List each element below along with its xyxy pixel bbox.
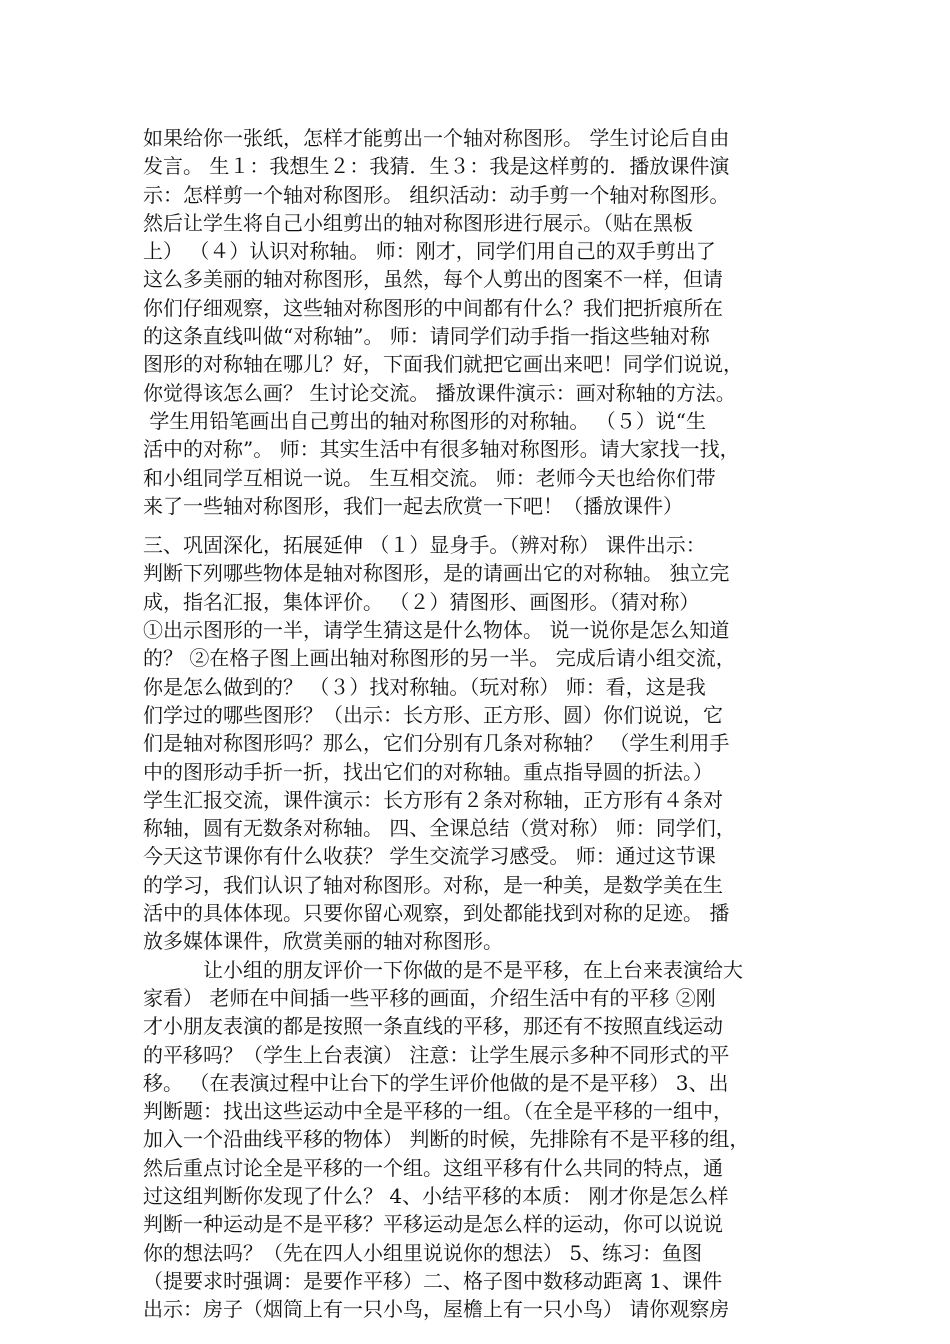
- text-line: 们学过的哪些图形？（出示：长方形、正方形、圆）你们说说，它: [143, 702, 723, 727]
- text-line: 你们仔细观察，这些轴对称图形的中间都有什么？我们把折痕所在: [143, 295, 723, 320]
- text-line: 的学习，我们认识了轴对称图形。对称，是一种美，是数学美在生: [143, 872, 723, 897]
- text-line: 移。 （在表演过程中让台下的学生评价他做的是不是平移） 3、出: [143, 1070, 729, 1095]
- text-line: 才小朋友表演的都是按照一条直线的平移，那还有不按照直线运动: [143, 1014, 723, 1039]
- text-line: 这么多美丽的轴对称图形，虽然，每个人剪出的图案不一样，但请: [143, 267, 723, 292]
- text-line: 如果给你一张纸，怎样才能剪出一个轴对称图形。 学生讨论后自由: [143, 126, 730, 150]
- text-line: 学生用铅笔画出自己剪出的轴对称图形的对称轴。 （５）说“生: [143, 408, 706, 433]
- text-line: 你是怎么做到的？ （３）找对称轴。（玩对称） 师：看，这是我: [143, 674, 706, 699]
- text-line: 的这条直线叫做“对称轴”。 师：请同学们动手指一指这些轴对称: [143, 324, 710, 349]
- paragraph-gap: [143, 520, 813, 531]
- text-line: 学生汇报交流，课件演示：长方形有２条对称轴，正方形有４条对: [143, 787, 723, 812]
- text-line: 你觉得该怎么画？ 生讨论交流。 播放课件演示：画对称轴的方法。: [143, 380, 736, 405]
- text-line: 们是轴对称图形吗？那么，它们分别有几条对称轴？ （学生利用手: [143, 731, 730, 756]
- text-line: 成，指名汇报，集体评价。 （２）猜图形、画图形。（猜对称）: [143, 589, 700, 614]
- text-line: 判断下列哪些物体是轴对称图形，是的请画出它的对称轴。 独立完: [143, 561, 730, 586]
- paragraph-2: [143, 531, 813, 955]
- text-line: 加入一个沿曲线平移的物体） 判断的时候，先排除有不是平移的组，: [143, 1127, 750, 1152]
- text-line: 出示：房子（烟筒上有一只小鸟，屋檐上有一只小鸟） 请你观察房: [143, 1297, 730, 1322]
- text-line: 然后让学生将自己小组剪出的轴对称图形进行展示。（贴在黑板: [143, 210, 693, 235]
- text-line: 来了一些轴对称图形，我们一起去欣赏一下吧！（播放课件）: [143, 493, 683, 518]
- text-line: （提要求时强调：是要作平移）二、格子图中数移动距离 1、课件: [143, 1268, 723, 1293]
- text-line: 称轴，圆有无数条对称轴。 四、全课总结（赏对称） 师：同学们，: [143, 816, 736, 841]
- text-line: 你的想法吗？（先在四人小组里说说你的想法） 5、练习：鱼图: [143, 1240, 703, 1265]
- text-line: 放多媒体课件，欣赏美丽的轴对称图形。: [143, 929, 503, 954]
- text-line: 的平移吗？（学生上台表演） 注意：让学生展示多种不同形式的平: [143, 1042, 730, 1067]
- text-line: 上） （４）认识对称轴。 师：刚才，同学们用自己的双手剪出了: [143, 239, 716, 264]
- text-line: 让小组的朋友评价一下你做的是不是平移，在上台来表演给大: [143, 957, 743, 982]
- text-line: ①出示图形的一半，请学生猜这是什么物体。 说一说你是怎么知道: [143, 618, 730, 643]
- paragraph-3: [143, 956, 813, 1324]
- text-line: 的？ ②在格子图上画出轴对称图形的另一半。 完成后请小组交流，: [143, 646, 736, 671]
- text-line: 活中的对称”。 师：其实生活中有很多轴对称图形。请大家找一找，: [143, 437, 740, 462]
- text-line: 判断一种运动是不是平移？平移运动是怎么样的运动，你可以说说: [143, 1212, 723, 1237]
- text-line: 发言。 生１：我想生２：我猜．生３：我是这样剪的．播放课件演: [143, 154, 730, 179]
- text-line: 三、巩固深化，拓展延伸 （１）显身手。（辨对称） 课件出示：: [143, 533, 706, 558]
- document-page: [143, 124, 813, 1323]
- text-line: 今天这节课你有什么收获？ 学生交流学习感受。 师：通过这节课: [143, 844, 716, 869]
- text-line: 示：怎样剪一个轴对称图形。 组织活动：动手剪一个轴对称图形。: [143, 182, 730, 207]
- text-line: 和小组同学互相说一说。 生互相交流。 师：老师今天也给你们带: [143, 465, 716, 490]
- text-line: 中的图形动手折一折，找出它们的对称轴。重点指导圆的折法。）: [143, 759, 713, 784]
- text-line: 家看） 老师在中间插一些平移的画面，介绍生活中有的平移 ②刚: [143, 985, 716, 1010]
- text-line: 图形的对称轴在哪儿？好，下面我们就把它画出来吧！同学们说说，: [143, 352, 743, 377]
- text-line: 活中的具体体现。只要你留心观察，到处都能找到对称的足迹。 播: [143, 901, 730, 926]
- paragraph-1: [143, 124, 813, 520]
- text-line: 判断题：找出这些运动中全是平移的一组。（在全是平移的一组中，: [143, 1099, 733, 1124]
- text-line: 然后重点讨论全是平移的一个组。这组平移有什么共同的特点，通: [143, 1155, 723, 1180]
- text-line: 过这组判断你发现了什么？ 4、小结平移的本质： 刚才你是怎么样: [143, 1183, 729, 1208]
